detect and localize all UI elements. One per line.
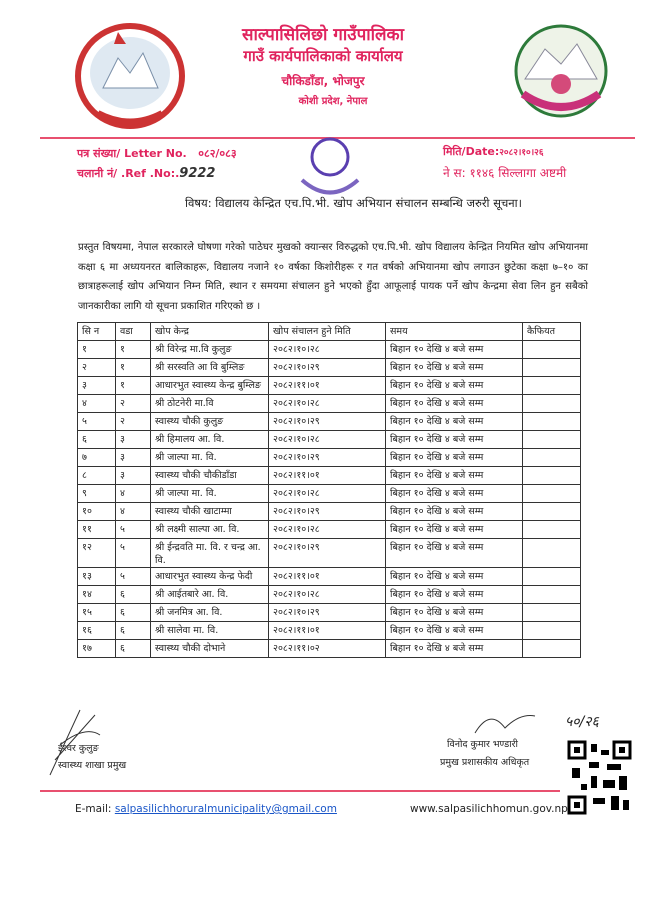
- serial-cell: १६: [78, 622, 116, 640]
- handwritten-mark: ५०/२६: [565, 714, 599, 730]
- serial-cell: ७: [78, 449, 116, 467]
- date-cell: २०८२।१०।२८: [269, 521, 386, 539]
- time-cell: बिहान १० देखि ४ बजे सम्म: [386, 586, 523, 604]
- ward-cell: १: [116, 377, 151, 395]
- serial-cell: १७: [78, 640, 116, 658]
- office-name: गाउँ कार्यपालिकाको कार्यालय: [243, 47, 403, 65]
- date-label: मिति/Date:: [443, 145, 500, 158]
- table-row: [78, 341, 581, 359]
- vaccine-center-cell: स्वास्थ्य चौकी खाटाम्मा: [151, 503, 269, 521]
- serial-cell: ४: [78, 395, 116, 413]
- time-cell: बिहान १० देखि ४ बजे सम्म: [386, 640, 523, 658]
- vaccine-center-cell: श्री लक्ष्मी साल्पा आ. वि.: [151, 521, 269, 539]
- serial-cell: १०: [78, 503, 116, 521]
- right-signature: [470, 708, 540, 738]
- ward-cell: ३: [116, 449, 151, 467]
- footer-divider: [40, 790, 560, 792]
- ward-cell: ६: [116, 640, 151, 658]
- vaccine-center-cell: आधारभुत स्वास्थ्य केन्द्र बुम्लिङ: [151, 377, 269, 395]
- ward-cell: १: [116, 341, 151, 359]
- email-link[interactable]: salpasilichhoruralmunicipality@gmail.com: [114, 803, 337, 815]
- ref-value: 9222: [179, 166, 216, 181]
- table-row: [78, 377, 581, 395]
- remarks-cell: [523, 539, 581, 568]
- ward-cell: ६: [116, 586, 151, 604]
- table-row: [78, 449, 581, 467]
- column-header: खोप केन्द्र: [151, 323, 269, 341]
- ward-cell: २: [116, 413, 151, 431]
- serial-cell: २: [78, 359, 116, 377]
- ward-cell: ३: [116, 431, 151, 449]
- ward-cell: ६: [116, 622, 151, 640]
- remarks-cell: [523, 604, 581, 622]
- letter-label: पत्र संख्या/ Letter No.: [77, 147, 187, 160]
- ward-cell: ५: [116, 521, 151, 539]
- footer-email: [75, 803, 337, 815]
- vaccine-center-cell: श्री विरेन्द्र मा.वि कुलुङ: [151, 341, 269, 359]
- ward-cell: २: [116, 395, 151, 413]
- email-label: E-mail:: [75, 803, 112, 815]
- date-cell: २०८२।१०।२८: [269, 586, 386, 604]
- table-row: [78, 586, 581, 604]
- right-signatory-title: प्रमुख प्रशासकीय अधिकृत: [440, 757, 530, 768]
- date-cell: २०८२।१०।२८: [269, 431, 386, 449]
- date-cell: २०८२।१०।२९: [269, 359, 386, 377]
- time-cell: बिहान १० देखि ४ बजे सम्म: [386, 485, 523, 503]
- time-cell: बिहान १० देखि ४ बजे सम्म: [386, 568, 523, 586]
- date-cell: २०८२।११।०२: [269, 640, 386, 658]
- left-signatory-title: स्वास्थ्य शाखा प्रमुख: [58, 760, 127, 771]
- ward-cell: ६: [116, 604, 151, 622]
- table-row: [78, 467, 581, 485]
- column-header: समय: [386, 323, 523, 341]
- table-row: [78, 359, 581, 377]
- table-row: [78, 568, 581, 586]
- table-row: [78, 604, 581, 622]
- ward-cell: ५: [116, 539, 151, 568]
- vaccine-center-cell: श्री हिमालय आ. वि.: [151, 431, 269, 449]
- vaccine-center-cell: स्वास्थ्य चौकी दोभाने: [151, 640, 269, 658]
- serial-cell: ५: [78, 413, 116, 431]
- ref-number: [77, 166, 215, 181]
- date-cell: २०८२।१०।२९: [269, 449, 386, 467]
- date-cell: २०८२।१०।२९: [269, 604, 386, 622]
- letter-number: [77, 146, 237, 161]
- date-cell: २०८२।१०।२९: [269, 539, 386, 568]
- table-row: [78, 539, 581, 568]
- serial-cell: ३: [78, 377, 116, 395]
- remarks-cell: [523, 485, 581, 503]
- remarks-cell: [523, 377, 581, 395]
- table-row: [78, 413, 581, 431]
- vaccine-center-cell: श्री सालेवा मा. वि.: [151, 622, 269, 640]
- table-row: [78, 503, 581, 521]
- date-cell: २०८२।१०।२८: [269, 341, 386, 359]
- time-cell: बिहान १० देखि ४ बजे सम्म: [386, 431, 523, 449]
- vaccine-center-cell: श्री जाल्पा मा. वि.: [151, 449, 269, 467]
- qr-code[interactable]: [567, 740, 632, 815]
- table-row: [78, 622, 581, 640]
- ward-cell: ४: [116, 503, 151, 521]
- time-cell: बिहान १० देखि ४ बजे सम्म: [386, 539, 523, 568]
- office-stamp: [290, 135, 370, 205]
- vaccine-center-cell: स्वास्थ्य चौकी चौकीडाँडा: [151, 467, 269, 485]
- remarks-cell: [523, 503, 581, 521]
- org-name: साल्पासिलिछो गाउँपालिका: [241, 25, 405, 45]
- ward-cell: १: [116, 359, 151, 377]
- serial-cell: ६: [78, 431, 116, 449]
- serial-cell: ११: [78, 521, 116, 539]
- address: चौकिडाँडा, भोजपुर: [281, 74, 365, 88]
- date-cell: २०८२।१०।२९: [269, 503, 386, 521]
- time-cell: बिहान १० देखि ४ बजे सम्म: [386, 449, 523, 467]
- serial-cell: १२: [78, 539, 116, 568]
- time-cell: बिहान १० देखि ४ बजे सम्म: [386, 395, 523, 413]
- date-value: २०८२।१०।२६: [499, 148, 544, 158]
- ward-cell: ४: [116, 485, 151, 503]
- table-row: [78, 521, 581, 539]
- time-cell: बिहान १० देखि ४ बजे सम्म: [386, 467, 523, 485]
- left-signature: [40, 705, 110, 780]
- table-row: [78, 395, 581, 413]
- serial-cell: ९: [78, 485, 116, 503]
- date-cell: २०८२।११।०१: [269, 568, 386, 586]
- column-header: खोप संचालन हुने मिति: [269, 323, 386, 341]
- vaccine-center-cell: श्री जाल्पा मा. वि.: [151, 485, 269, 503]
- remarks-cell: [523, 521, 581, 539]
- date-cell: २०८२।११।०१: [269, 377, 386, 395]
- notice-body: प्रस्तुत विषयमा, नेपाल सरकारले घोषणा गरेको पाठेघर मुखको क्यान्सर विरुद्धको एच.पि.भी. खोप विद्यालय केन्द्रित नियमित खोप अभियानमा कक्षा ६ मा अध्ययनरत बालिकाहरू, विद्यालय नजाने १० वर्षका किशोरीहरू र गत वर्षको अभियानमा खोप लगाउन छुटेका कक्षा ७–१० का छात्राहरूलाई खोप अभियान निम्न मिति, स्थान र समयमा संचालन हुने भएको हुँदा आफूलाई पायक पर्ने खोप केन्द्रमा सेवा लिन हुन सबैको जानकारीका लागि यो सूचना प्रकाशित गरिएको छ ।: [78, 242, 588, 312]
- remarks-cell: [523, 413, 581, 431]
- table-body: [78, 341, 581, 658]
- time-cell: बिहान १० देखि ४ बजे सम्म: [386, 503, 523, 521]
- time-cell: बिहान १० देखि ४ बजे सम्म: [386, 377, 523, 395]
- date-cell: २०८२।१०।२९: [269, 413, 386, 431]
- table-row: [78, 640, 581, 658]
- remarks-cell: [523, 622, 581, 640]
- time-cell: बिहान १० देखि ४ बजे सम्म: [386, 604, 523, 622]
- vaccine-center-cell: आधारभुत स्वास्थ्य केन्द्र फेदी: [151, 568, 269, 586]
- ward-cell: ५: [116, 568, 151, 586]
- letter-value: ०८२/०८३: [198, 147, 237, 160]
- remarks-cell: [523, 449, 581, 467]
- column-header: सि न: [78, 323, 116, 341]
- remarks-cell: [523, 431, 581, 449]
- serial-cell: १४: [78, 586, 116, 604]
- time-cell: बिहान १० देखि ४ बजे सम्म: [386, 521, 523, 539]
- nepal-sambat-date: ने स: ११४६ सिल्लागा अष्टमी: [443, 166, 567, 180]
- remarks-cell: [523, 586, 581, 604]
- date-cell: २०८२।११।०१: [269, 622, 386, 640]
- remarks-cell: [523, 640, 581, 658]
- column-header: वडा: [116, 323, 151, 341]
- table-header-row: [78, 323, 581, 341]
- left-signatory-name: ईश्वर कुलुङ: [58, 743, 99, 754]
- vaccine-center-cell: श्री ठोटनेरी मा.वि: [151, 395, 269, 413]
- remarks-cell: [523, 341, 581, 359]
- serial-cell: १३: [78, 568, 116, 586]
- time-cell: बिहान १० देखि ४ बजे सम्म: [386, 622, 523, 640]
- vaccine-center-cell: स्वास्थ्य चौकी कुलुङ: [151, 413, 269, 431]
- serial-cell: १: [78, 341, 116, 359]
- table-row: [78, 485, 581, 503]
- remarks-cell: [523, 568, 581, 586]
- time-cell: बिहान १० देखि ४ बजे सम्म: [386, 359, 523, 377]
- date-cell: २०८२।११।०१: [269, 467, 386, 485]
- remarks-cell: [523, 395, 581, 413]
- table-row: [78, 431, 581, 449]
- vaccination-schedule-table: [77, 322, 581, 658]
- date: [443, 144, 544, 159]
- subject-line: विषय: विद्यालय केन्द्रित एच.पि.भी. खोप अभियान संचालन सम्बन्धि जरुरी सूचना।: [185, 196, 522, 210]
- vaccine-center-cell: श्री सरस्वति आ वि बुम्लिङ: [151, 359, 269, 377]
- date-cell: २०८२।१०।२८: [269, 395, 386, 413]
- province: कोशी प्रदेश, नेपाल: [298, 96, 368, 107]
- remarks-cell: [523, 359, 581, 377]
- footer-website[interactable]: www.salpasilichhomun.gov.np: [410, 803, 568, 815]
- column-header: कैफियत: [523, 323, 581, 341]
- vaccine-center-cell: श्री जनमित्र आ. वि.: [151, 604, 269, 622]
- time-cell: बिहान १० देखि ४ बजे सम्म: [386, 341, 523, 359]
- serial-cell: ८: [78, 467, 116, 485]
- ref-label: चलानी नं/ .Ref .No:.: [77, 167, 180, 180]
- serial-cell: १५: [78, 604, 116, 622]
- vaccine-center-cell: श्री आईतबारे आ. वि.: [151, 586, 269, 604]
- date-cell: २०८२।१०।२८: [269, 485, 386, 503]
- vaccine-center-cell: श्री ईन्द्रवति मा. वि. र चन्द्र आ. वि.: [151, 539, 269, 568]
- ward-cell: ३: [116, 467, 151, 485]
- time-cell: बिहान १० देखि ४ बजे सम्म: [386, 413, 523, 431]
- right-signatory-name: विनोद कुमार भण्डारी: [447, 739, 518, 750]
- remarks-cell: [523, 467, 581, 485]
